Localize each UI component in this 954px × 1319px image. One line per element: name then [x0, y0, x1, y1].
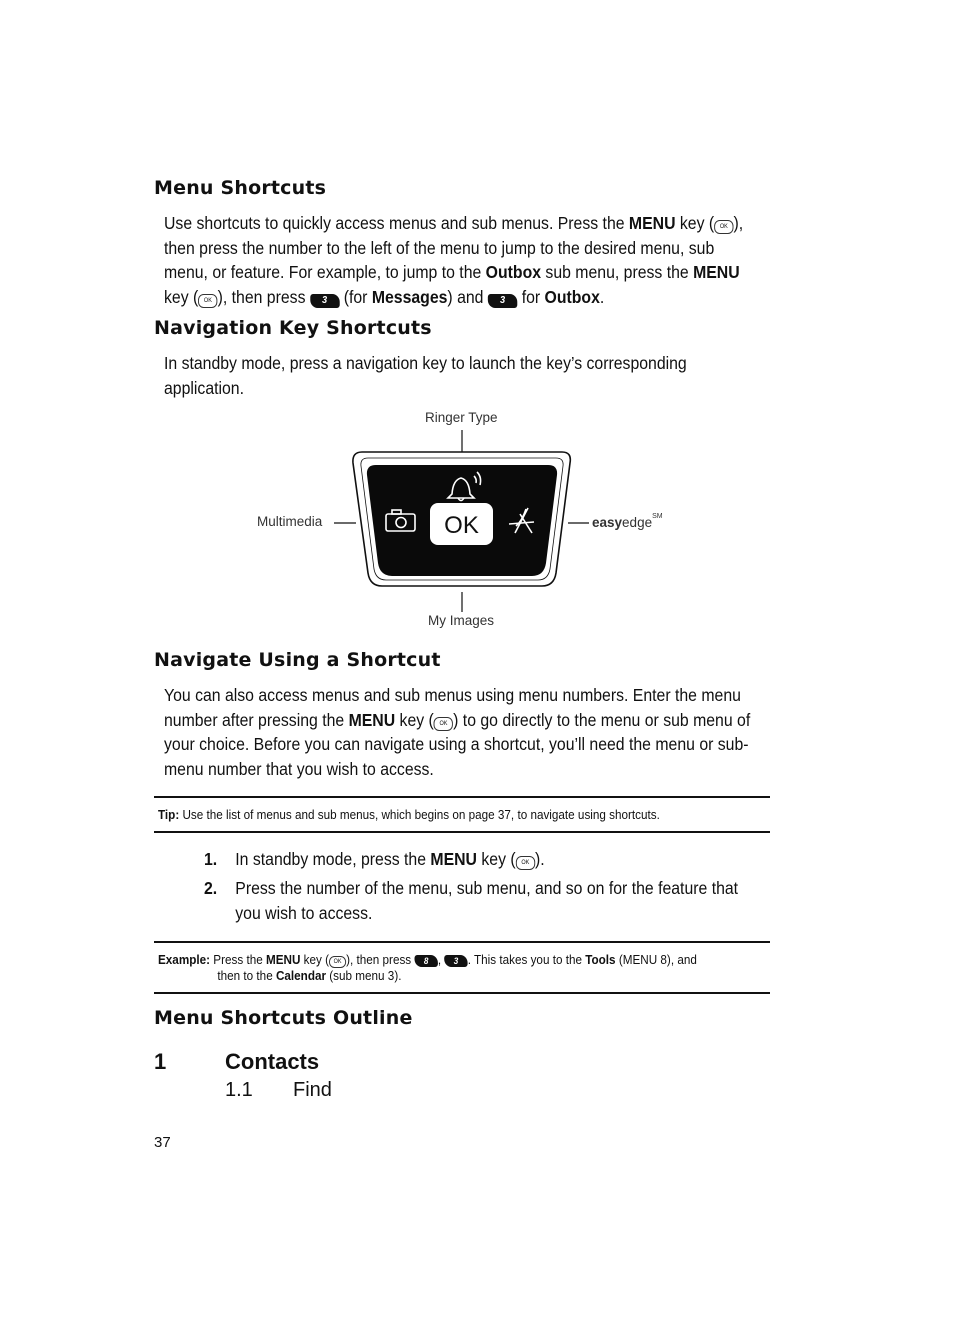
text: key ( [395, 709, 434, 730]
menu-shortcuts-paragraph [164, 211, 771, 309]
multimedia-label: Multimedia [257, 514, 323, 529]
outline-item-contacts: Contacts [225, 1049, 320, 1074]
example-label: Example: [158, 952, 211, 967]
text: key ( [675, 213, 715, 233]
text: then to the [217, 968, 276, 983]
ok-button-label: OK [444, 512, 479, 539]
outline-subitem-find: Find [293, 1079, 332, 1101]
text: (sub menu 3). [326, 968, 402, 983]
text: . This takes you to the [467, 952, 586, 967]
menu-key-name: MENU [693, 262, 740, 282]
easyedge-label [592, 512, 663, 530]
my-images-label: My Images [428, 613, 495, 628]
text: your choice. Before you can navigate using a shortcut, you’ll need the menu or sub- [164, 734, 749, 754]
tip-label: Tip: [158, 807, 180, 822]
heading-menu-shortcuts: Menu Shortcuts [154, 177, 327, 199]
text: . [599, 286, 605, 307]
text: Press the [210, 952, 266, 967]
navigation-key-diagram [250, 405, 680, 635]
key-3-icon: 3 [444, 955, 467, 967]
key-8-icon: 8 [414, 955, 437, 967]
text: ). [534, 849, 545, 869]
text: (for [339, 286, 372, 307]
menu-key-name: MENU [430, 849, 477, 869]
text: key ( [300, 952, 330, 967]
example-note [158, 952, 734, 984]
text: ) to go directly to the menu or sub menu of [453, 709, 751, 730]
tip-bottom-rule [154, 831, 770, 833]
tip-text: Use the list of menus and sub menus, which begins on page 37, to navigate using shortcuts. [179, 807, 660, 822]
text: key ( [164, 286, 199, 307]
text: ), then press [217, 286, 310, 307]
outline-item-number: 1 [154, 1049, 167, 1074]
menu-key-name: MENU [628, 213, 676, 233]
calendar-term: Calendar [275, 968, 327, 983]
menu-key-name: MENU [348, 709, 396, 730]
outbox-term: Outbox [485, 262, 542, 282]
page-number: 37 [154, 1134, 171, 1151]
text: In standby mode, press the [235, 849, 431, 869]
step-number: 2. [204, 878, 218, 898]
text: Use shortcuts to quickly access menus and sub menus. Press the [164, 213, 629, 233]
text: ) and [447, 286, 488, 307]
navigate-shortcut-paragraph [164, 683, 771, 781]
text: ), then press [346, 952, 415, 967]
example-top-rule [154, 941, 770, 943]
tip-top-rule [154, 796, 770, 798]
text: key ( [476, 849, 516, 869]
text: ), [733, 213, 744, 233]
navigation-key-paragraph [164, 351, 771, 400]
text: you wish to access. [235, 903, 373, 923]
ok-key-icon: OK [516, 856, 535, 870]
key-3-icon: 3 [310, 294, 339, 308]
ok-key-icon: OK [434, 717, 453, 731]
ok-key-icon: OK [714, 220, 733, 234]
easy-text: easy [592, 515, 623, 530]
tools-term: Tools [585, 952, 616, 967]
text: menu number that you wish to access. [164, 758, 434, 779]
text: number after pressing the [164, 709, 349, 730]
outline-subitem-number: 1.1 [225, 1079, 253, 1101]
heading-navigate-using-shortcut: Navigate Using a Shortcut [154, 649, 441, 671]
text: , [437, 952, 445, 967]
example-bottom-rule [154, 992, 770, 994]
heading-menu-shortcuts-outline: Menu Shortcuts Outline [154, 1007, 413, 1029]
outbox-term: Outbox [544, 286, 600, 307]
text: In standby mode, press a navigation key to launch the key’s corresponding [164, 353, 687, 373]
text: for [517, 286, 545, 307]
text: You can also access menus and sub menus using menu numbers. Enter the menu [164, 685, 741, 705]
edge-text: edge [622, 515, 653, 530]
ok-key-icon: OK [198, 294, 217, 308]
heading-navigation-key-shortcuts: Navigation Key Shortcuts [154, 317, 432, 339]
text: then press the number to the left of the menu to jump to the desired menu, sub [164, 237, 715, 258]
tip-note [158, 807, 734, 823]
text: application. [164, 377, 244, 398]
step-number: 1. [204, 849, 218, 869]
text: sub menu, press the [541, 262, 694, 282]
ok-key-icon: OK [329, 956, 346, 968]
text: menu, or feature. For example, to jump to the [164, 262, 486, 282]
service-mark: SM [652, 512, 663, 520]
key-3-icon: 3 [488, 294, 517, 308]
ringer-type-label: Ringer Type [425, 410, 498, 425]
messages-term: Messages [371, 286, 448, 307]
text: Press the number of the menu, sub menu, and so on for the feature that [235, 878, 739, 898]
text: (MENU 8), and [615, 952, 697, 967]
menu-key-name: MENU [265, 952, 301, 967]
